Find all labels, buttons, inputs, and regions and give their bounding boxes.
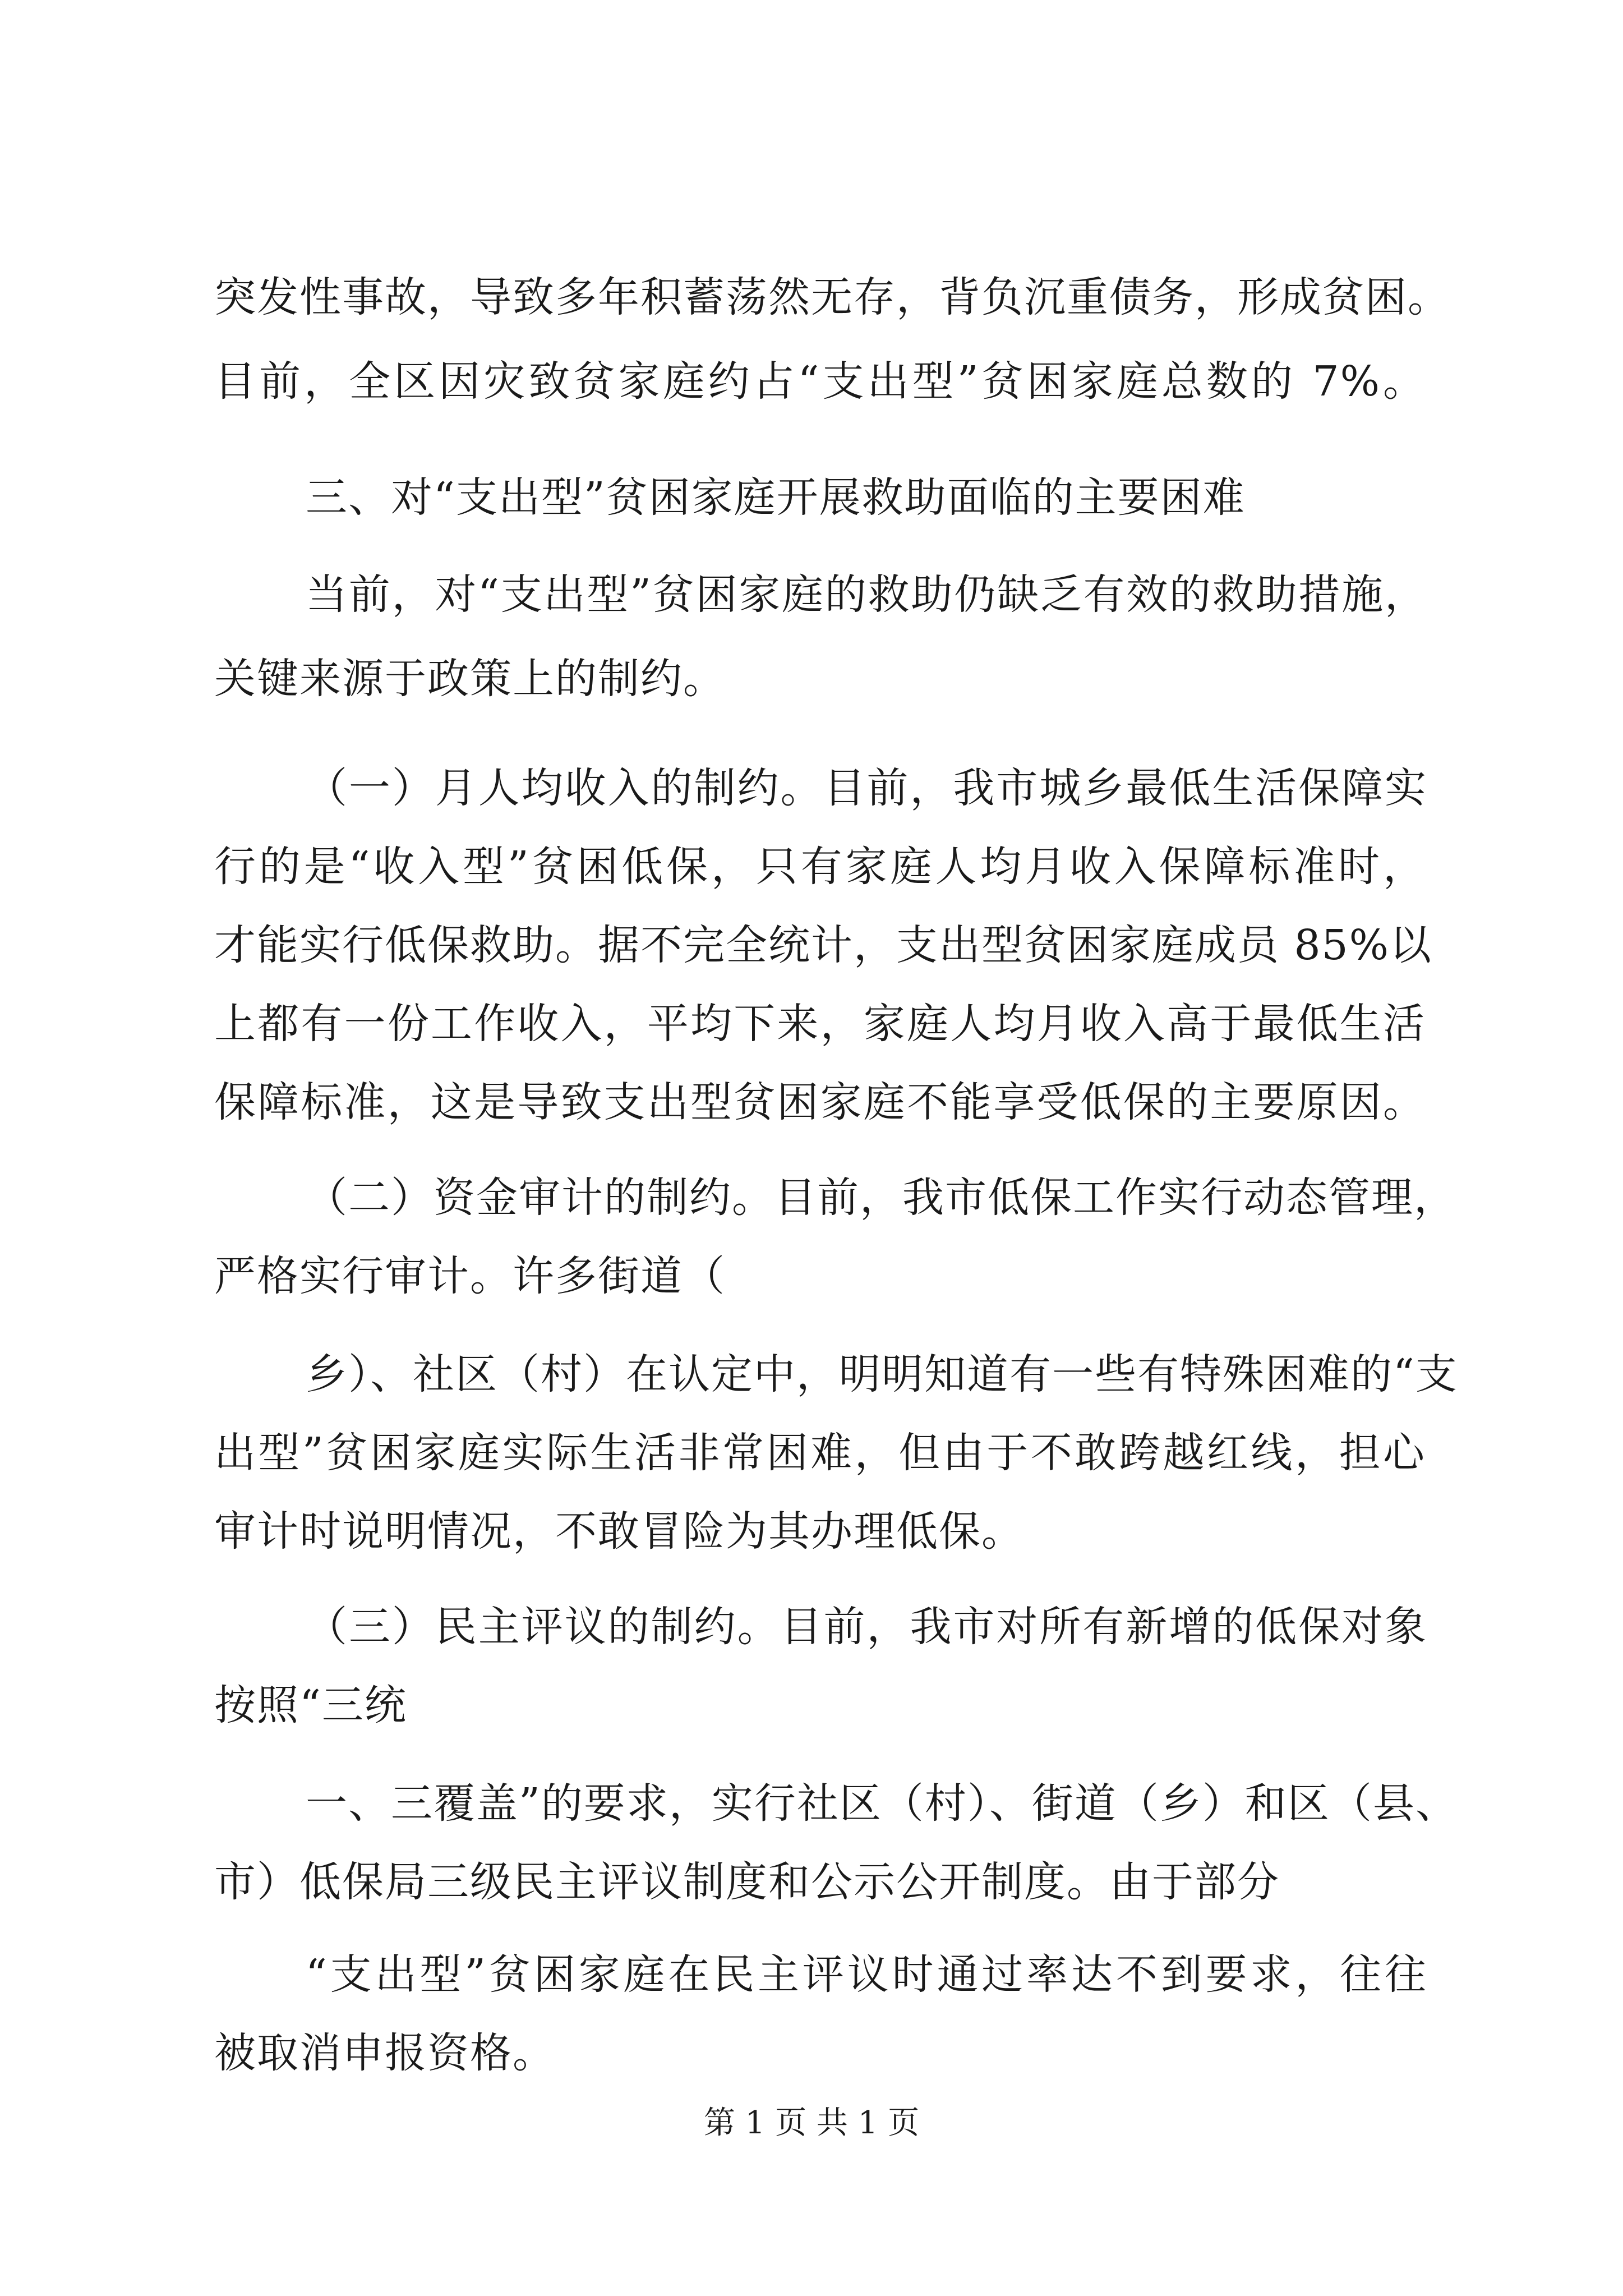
- text-line-17: 按照“三统: [214, 1681, 407, 1729]
- text-line-19: 市）低保局三级民主评议制度和公示公开制度。由于部分: [214, 1858, 1280, 1906]
- page-footer: 第 1 页 共 1 页: [703, 2105, 920, 2141]
- text-line-1: 突发性事故，导致多年积蓄荡然无存，背负沉重债务，形成贫困。: [214, 273, 1450, 321]
- text-line-15: 审计时说明情况，不敢冒险为其办理低保。: [214, 1507, 1024, 1556]
- text-line-10: 保障标准，这是导致支出型贫困家庭不能享受低保的主要原因。: [214, 1078, 1426, 1126]
- section-heading-3: 三、对“支出型”贫困家庭开展救助面临的主要困难: [306, 473, 1246, 522]
- text-line-21: 被取消申报资格。: [214, 2029, 555, 2077]
- text-line-20: “支出型”贫困家庭在民主评议时通过率达不到要求，往往: [306, 1950, 1427, 1999]
- text-line-16: （三）民主评议的制约。目前，我市对所有新增的低保对象: [306, 1603, 1427, 1651]
- text-line-5: 关键来源于政策上的制约。: [214, 655, 726, 703]
- text-line-14: 出型”贫困家庭实际生活非常困难，但由于不敢跨越红线，担心: [214, 1429, 1426, 1477]
- text-line-12: 严格实行审计。许多街道（: [214, 1252, 726, 1300]
- text-line-4: 当前，对“支出型”贫困家庭的救助仍缺乏有效的救助措施，: [306, 570, 1427, 619]
- text-line-8: 才能实行低保救助。据不完全统计，支出型贫困家庭成员 85%以: [214, 921, 1432, 969]
- text-line-11: （二）资金审计的制约。目前，我市低保工作实行动态管理，: [306, 1174, 1456, 1222]
- text-line-2: 目前，全区因灾致贫家庭约占“支出型”贫困家庭总数的 7%。: [214, 357, 1426, 406]
- text-line-9: 上都有一份工作收入，平均下来，家庭人均月收入高于最低生活: [214, 1000, 1426, 1048]
- text-line-18: 一、三覆盖”的要求，实行社区（村）、街道（乡）和区（县、: [306, 1779, 1458, 1828]
- text-line-13: 乡）、社区（村）在认定中，明明知道有一些有特殊困难的“支: [306, 1350, 1458, 1398]
- text-line-6: （一）月人均收入的制约。目前，我市城乡最低生活保障实: [306, 764, 1427, 812]
- text-line-7: 行的是“收入型”贫困低保，只有家庭人均月收入保障标准时，: [214, 843, 1426, 891]
